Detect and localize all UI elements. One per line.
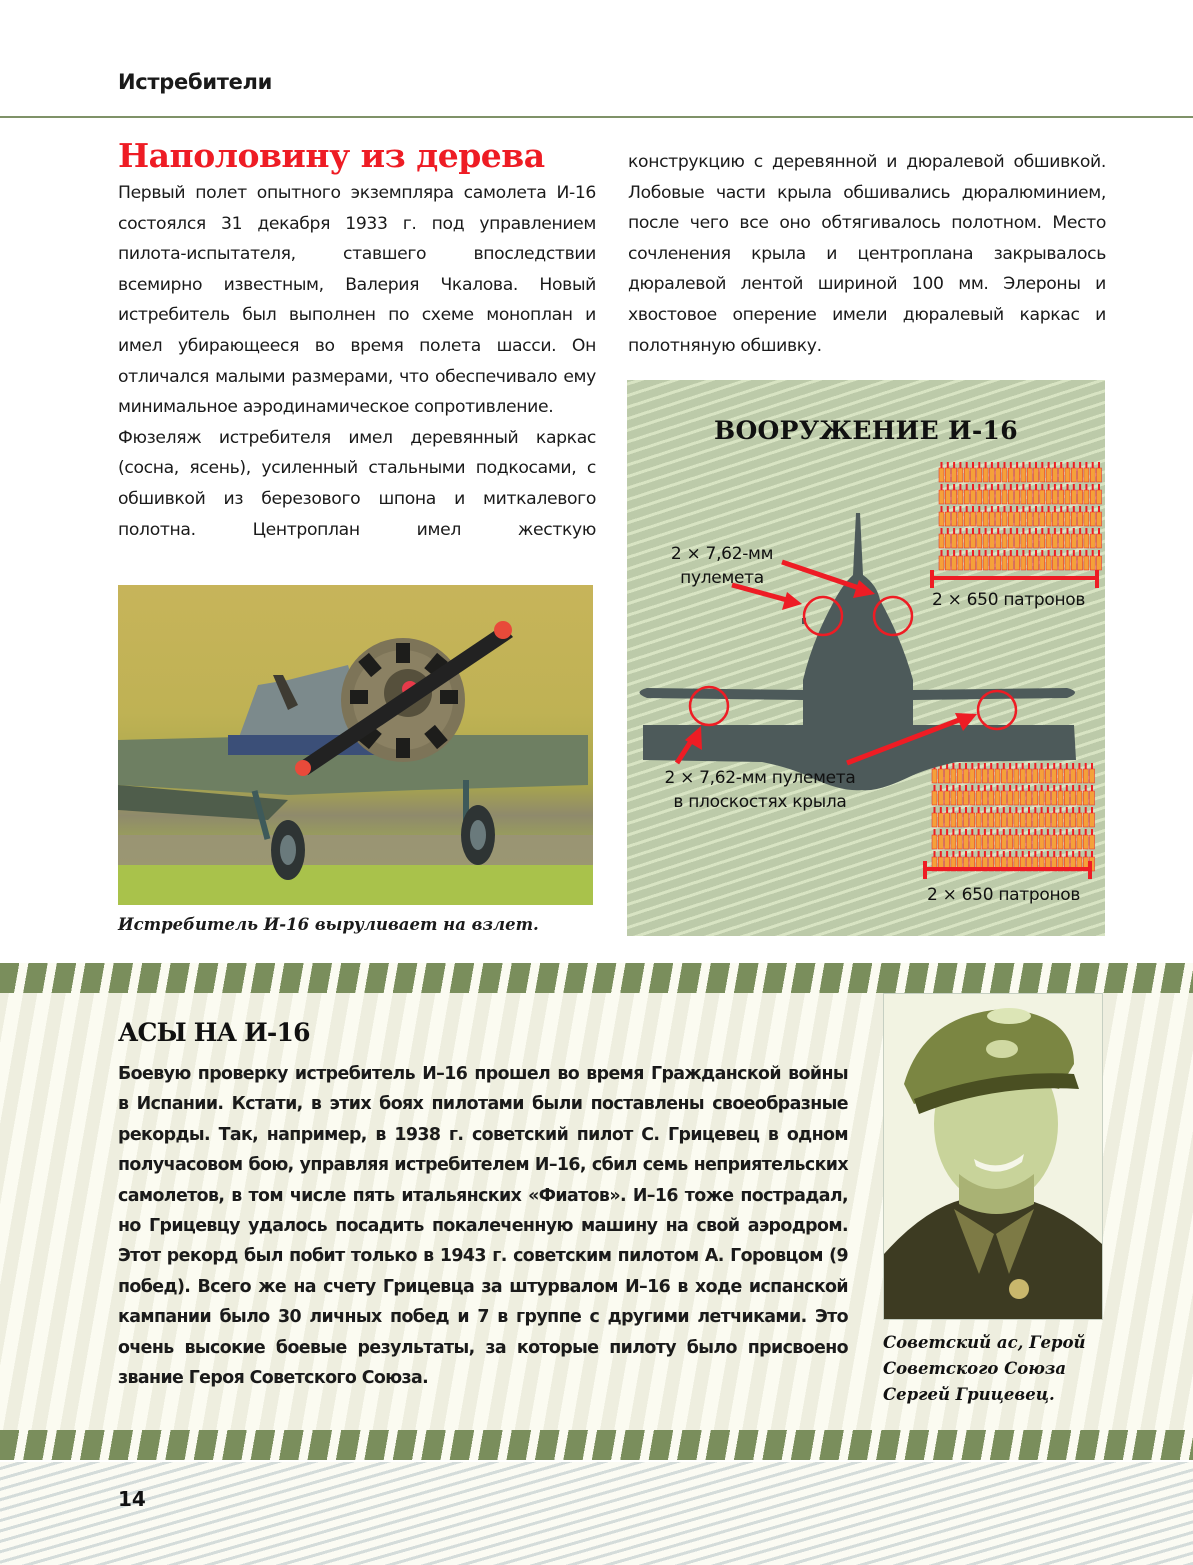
cartridge-icon (1039, 829, 1044, 849)
cartridge-icon (1015, 484, 1020, 504)
cartridge-icon (1077, 763, 1082, 783)
portrait-caption-line: Советского Союза (883, 1359, 1067, 1378)
cartridge-icon (939, 462, 944, 482)
cartridge-icon (1008, 550, 1013, 570)
cartridge-icon (1008, 829, 1013, 849)
cartridge-icon (938, 829, 943, 849)
cartridge-icon (1033, 829, 1038, 849)
cartridge-icon (958, 484, 963, 504)
cartridge-icon (1008, 484, 1013, 504)
cartridge-icon (1090, 807, 1095, 827)
cartridge-icon (971, 550, 976, 570)
fuselage-guns-label-line: 2 × 7,62-мм (670, 544, 774, 564)
cartridge-icon (1052, 763, 1057, 783)
ammo-block-top (939, 462, 1102, 570)
cartridge-icon (1015, 528, 1020, 548)
cartridge-icon (1027, 829, 1032, 849)
cartridge-icon (1002, 484, 1007, 504)
header-divider (0, 116, 1193, 118)
cartridge-icon (964, 807, 969, 827)
cartridge-icon (1027, 807, 1032, 827)
cartridge-icon (976, 763, 981, 783)
cartridge-icon (952, 484, 957, 504)
cartridge-icon (983, 550, 988, 570)
cartridge-icon (1052, 462, 1057, 482)
cartridge-icon (958, 506, 963, 526)
cartridge-icon (945, 528, 950, 548)
cartridge-icon (1033, 807, 1038, 827)
cartridge-icon (951, 829, 956, 849)
cartridge-icon (1058, 829, 1063, 849)
cartridge-icon (1084, 550, 1089, 570)
cartridge-icon (1046, 506, 1051, 526)
cartridge-icon (1039, 763, 1044, 783)
cartridge-icon (1078, 506, 1083, 526)
cartridge-icon (977, 462, 982, 482)
cartridge-icon (983, 528, 988, 548)
cartridge-icon (989, 506, 994, 526)
cartridge-icon (989, 785, 994, 805)
cartridge-icon (1065, 462, 1070, 482)
cartridge-icon (1071, 550, 1076, 570)
cartridge-icon (1014, 763, 1019, 783)
cartridge-icon (1045, 763, 1050, 783)
cartridge-icon (1039, 785, 1044, 805)
cartridge-icon (964, 829, 969, 849)
cartridge-icon (982, 785, 987, 805)
cartridge-icon (1052, 528, 1057, 548)
cartridge-icon (1046, 462, 1051, 482)
cartridge-icon (951, 763, 956, 783)
cartridge-icon (958, 462, 963, 482)
gritsevets-portrait (883, 993, 1103, 1320)
article-paragraph: конструкцию с деревянной и дюралевой обшивкой. Лобовые части крыла обшивались дюралюминием, после чего все оно обтягивалось полотном. Место сочленения крыла и центроплана закрывалось дюралевой лентой шириной 100 мм. Элероны и хвостовое оперение имели дюралевый каркас и полотняную обшивку. (628, 152, 1106, 356)
cartridge-icon (1083, 807, 1088, 827)
cartridge-icon (1059, 550, 1064, 570)
cartridge-icon (1008, 528, 1013, 548)
cartridge-icon (1064, 829, 1069, 849)
cartridge-icon (1064, 807, 1069, 827)
cartridge-icon (1090, 506, 1095, 526)
cartridge-icon (989, 807, 994, 827)
ammo-bottom-label: 2 × 650 патронов (927, 885, 1081, 905)
cartridge-icon (989, 829, 994, 849)
cartridge-icon (1071, 785, 1076, 805)
wing-guns-label-line: в плоскостях крыла (673, 792, 847, 812)
aces-section-title: АСЫ НА И-16 (118, 1018, 310, 1047)
cartridge-icon (945, 829, 950, 849)
cartridge-icon (1059, 528, 1064, 548)
cartridge-icon (989, 763, 994, 783)
cartridge-icon (1027, 484, 1032, 504)
armament-infographic (627, 380, 1105, 936)
cartridge-icon (1008, 506, 1013, 526)
cartridge-icon (1001, 807, 1006, 827)
cartridge-icon (1027, 462, 1032, 482)
i16-taxiing-photo (118, 585, 593, 905)
cartridge-icon (989, 550, 994, 570)
cartridge-icon (1064, 763, 1069, 783)
cartridge-icon (1065, 550, 1070, 570)
cartridge-icon (1078, 462, 1083, 482)
cartridge-icon (1084, 506, 1089, 526)
cartridge-icon (1071, 807, 1076, 827)
cartridge-icon (1078, 528, 1083, 548)
cartridge-icon (938, 807, 943, 827)
cartridge-icon (970, 785, 975, 805)
cartridge-icon (958, 528, 963, 548)
cartridge-icon (1084, 484, 1089, 504)
portrait-caption (883, 1330, 1113, 1408)
i16-plane-illustration (118, 585, 593, 905)
cartridge-icon (971, 484, 976, 504)
cartridge-icon (1002, 550, 1007, 570)
cartridge-icon (938, 785, 943, 805)
ammo-range-bar-top (932, 570, 1097, 588)
cartridge-icon (1040, 528, 1045, 548)
cartridge-icon (983, 506, 988, 526)
cartridge-icon (976, 829, 981, 849)
cartridge-icon (996, 484, 1001, 504)
cartridge-icon (1021, 506, 1026, 526)
cartridge-icon (1071, 829, 1076, 849)
cartridge-icon (995, 829, 1000, 849)
cartridge-icon (970, 763, 975, 783)
cartridge-icon (1040, 484, 1045, 504)
cartridge-icon (1040, 506, 1045, 526)
cartridge-icon (1077, 785, 1082, 805)
cartridge-icon (964, 528, 969, 548)
article-right-column (628, 147, 1106, 361)
cartridge-icon (1015, 550, 1020, 570)
cartridge-icon (1084, 528, 1089, 548)
cartridge-icon (1071, 462, 1076, 482)
cartridge-icon (1097, 528, 1102, 548)
photo-caption: Истребитель И-16 выруливает на взлет. (118, 915, 539, 934)
cartridge-icon (977, 528, 982, 548)
cartridge-icon (1059, 462, 1064, 482)
cartridge-icon (958, 550, 963, 570)
cartridge-icon (964, 506, 969, 526)
cartridge-icon (1045, 785, 1050, 805)
aircraft-silhouette-diagram (627, 380, 1105, 936)
cartridge-icon (1090, 462, 1095, 482)
cartridge-icon (995, 763, 1000, 783)
cartridge-icon (970, 829, 975, 849)
cartridge-icon (932, 829, 937, 849)
cartridge-icon (982, 807, 987, 827)
cartridge-icon (1058, 807, 1063, 827)
cartridge-icon (1039, 807, 1044, 827)
cartridge-icon (939, 484, 944, 504)
cartridge-icon (1015, 506, 1020, 526)
cartridge-icon (964, 785, 969, 805)
cartridge-icon (1058, 763, 1063, 783)
cartridge-icon (982, 763, 987, 783)
article-left-column (118, 178, 596, 545)
cartridge-icon (1040, 550, 1045, 570)
wing-guns-label-line: 2 × 7,62-мм пулемета (664, 768, 856, 788)
cartridge-icon (996, 550, 1001, 570)
cartridge-icon (989, 528, 994, 548)
cartridge-icon (1046, 484, 1051, 504)
cartridge-icon (1001, 785, 1006, 805)
footer-background (0, 1462, 1193, 1565)
cartridge-icon (1065, 484, 1070, 504)
cartridge-icon (970, 807, 975, 827)
article-paragraph: Первый полет опытного экземпляра самолета И-16 состоялся 31 декабря 1933 г. под управлением пилота-испытателя, ставшего впоследствии всемирно известным, Валерия Чкалова. Новый истребитель был выполнен по схеме моноплан и имел убирающееся во время полета шасси. Он отличался малыми размерами, что обеспечивало ему минимальное аэродинамическое сопротивление. (118, 183, 596, 418)
ammo-block-bottom (932, 763, 1095, 871)
cartridge-icon (945, 462, 950, 482)
cartridge-icon (1065, 528, 1070, 548)
cartridge-icon (1097, 506, 1102, 526)
infographic-title: ВООРУЖЕНИЕ И-16 (714, 416, 1018, 445)
cartridge-icon (1083, 763, 1088, 783)
cartridge-icon (1071, 528, 1076, 548)
cartridge-icon (1034, 528, 1039, 548)
cartridge-icon (952, 462, 957, 482)
cartridge-icon (1008, 763, 1013, 783)
cartridge-icon (977, 550, 982, 570)
cartridge-icon (1078, 484, 1083, 504)
cartridge-icon (976, 807, 981, 827)
fuselage-guns-label (657, 542, 787, 590)
cartridge-icon (932, 807, 937, 827)
cartridge-icon (952, 528, 957, 548)
cartridge-icon (1077, 829, 1082, 849)
cartridge-icon (945, 763, 950, 783)
cartridge-icon (1083, 829, 1088, 849)
cartridge-icon (971, 528, 976, 548)
cartridge-icon (996, 506, 1001, 526)
cartridge-icon (945, 506, 950, 526)
cartridge-icon (1083, 785, 1088, 805)
cartridge-icon (971, 506, 976, 526)
cartridge-icon (996, 462, 1001, 482)
cartridge-icon (1034, 484, 1039, 504)
cartridge-icon (1097, 484, 1102, 504)
running-head: Истребители (118, 70, 273, 94)
cartridge-icon (1046, 528, 1051, 548)
cartridge-icon (1020, 785, 1025, 805)
cartridge-icon (1021, 550, 1026, 570)
cartridge-icon (1020, 829, 1025, 849)
cartridge-icon (1027, 785, 1032, 805)
cartridge-icon (1077, 807, 1082, 827)
cartridge-icon (952, 506, 957, 526)
cartridge-icon (989, 484, 994, 504)
cartridge-icon (951, 785, 956, 805)
cartridge-icon (964, 484, 969, 504)
cartridge-icon (1008, 462, 1013, 482)
cartridge-icon (1021, 462, 1026, 482)
cartridge-icon (1097, 550, 1102, 570)
cartridge-icon (1021, 484, 1026, 504)
cartridge-icon (957, 763, 962, 783)
cartridge-icon (1090, 829, 1095, 849)
cartridge-icon (1045, 807, 1050, 827)
cartridge-icon (1020, 763, 1025, 783)
cartridge-icon (1058, 785, 1063, 805)
cartridge-icon (1052, 506, 1057, 526)
cartridge-icon (945, 807, 950, 827)
page-number: 14 (118, 1487, 146, 1511)
cartridge-icon (1052, 785, 1057, 805)
cartridge-icon (957, 829, 962, 849)
cartridge-icon (1002, 462, 1007, 482)
cartridge-icon (1034, 462, 1039, 482)
cartridge-icon (1033, 785, 1038, 805)
cartridge-icon (1071, 484, 1076, 504)
cartridge-icon (989, 462, 994, 482)
cartridge-icon (1046, 550, 1051, 570)
cartridge-icon (1027, 550, 1032, 570)
cartridge-icon (1052, 484, 1057, 504)
portrait-illustration (884, 994, 1102, 1319)
cartridge-icon (982, 829, 987, 849)
ammo-top-label: 2 × 650 патронов (932, 590, 1086, 610)
cartridge-icon (1084, 462, 1089, 482)
cartridge-icon (939, 506, 944, 526)
article-title: Наполовину из дерева (118, 136, 545, 175)
cartridge-icon (1014, 785, 1019, 805)
cartridge-icon (1078, 550, 1083, 570)
cartridge-icon (995, 807, 1000, 827)
cartridge-icon (977, 506, 982, 526)
cartridge-icon (1090, 484, 1095, 504)
cartridge-icon (1033, 763, 1038, 783)
cartridge-icon (995, 785, 1000, 805)
cartridge-icon (971, 462, 976, 482)
cartridge-icon (1090, 550, 1095, 570)
cartridge-icon (983, 462, 988, 482)
cartridge-icon (983, 484, 988, 504)
cartridge-icon (1027, 528, 1032, 548)
cartridge-icon (1027, 763, 1032, 783)
cartridge-icon (1015, 462, 1020, 482)
cartridge-icon (1059, 484, 1064, 504)
cartridge-icon (1020, 807, 1025, 827)
cartridge-icon (957, 807, 962, 827)
cartridge-icon (1090, 785, 1095, 805)
cartridge-icon (1059, 506, 1064, 526)
cartridge-icon (1027, 506, 1032, 526)
cartridge-icon (1040, 462, 1045, 482)
cartridge-icon (1001, 763, 1006, 783)
cartridge-icon (1002, 506, 1007, 526)
cartridge-icon (996, 528, 1001, 548)
cartridge-icon (964, 763, 969, 783)
aces-section-text (118, 1059, 848, 1393)
wing-guns-label (645, 766, 875, 814)
cartridge-icon (945, 550, 950, 570)
aces-paragraph: Боевую проверку истребитель И–16 прошел во время Гражданской войны в Испании. Кстати, в этих боях пилотами были поставлены своеобразные рекорды. Так, например, в 1938 г. советский пилот С. Грицевец в одном получасовом бою, управляя истребителем И–16, сбил семь неприятельских самолетов, в том числе пять итальянских «Фиатов». И–16 тоже пострадал, но Грицевцу удалось посадить покалеченную машину на свой аэродром. Этот рекорд был побит только в 1943 г. советским пилотом А. Горовцом (9 побед). Всего же на счету Грицевца за штурвалом И–16 в ходе испанской кампании было 30 личных побед и 7 в группе с другими летчиками. Это очень высокие боевые результаты, за которые пилоту было присвоено звание Героя Советского Союза. (118, 1064, 848, 1389)
cartridge-icon (977, 484, 982, 504)
cartridge-icon (1034, 506, 1039, 526)
portrait-caption-line: Сергей Грицевец. (883, 1385, 1055, 1404)
cartridge-icon (1052, 829, 1057, 849)
cartridge-icon (1065, 506, 1070, 526)
cartridge-icon (945, 785, 950, 805)
cartridge-icon (1064, 785, 1069, 805)
cartridge-icon (1052, 807, 1057, 827)
cartridge-icon (952, 550, 957, 570)
cartridge-icon (1008, 807, 1013, 827)
cartridge-icon (1014, 829, 1019, 849)
cartridge-icon (964, 550, 969, 570)
cartridge-icon (1034, 550, 1039, 570)
cartridge-icon (951, 807, 956, 827)
cartridge-icon (1090, 528, 1095, 548)
cartridge-icon (1002, 528, 1007, 548)
cartridge-icon (1071, 506, 1076, 526)
cartridge-icon (1045, 829, 1050, 849)
cartridge-icon (964, 462, 969, 482)
stripe-divider-bottom (0, 1430, 1193, 1460)
cartridge-icon (1090, 763, 1095, 783)
cartridge-icon (1021, 528, 1026, 548)
portrait-caption-line: Советский ас, Герой (883, 1333, 1086, 1352)
fuselage-guns-label-line: пулемета (680, 568, 764, 588)
cartridge-icon (1008, 785, 1013, 805)
article-paragraph: Фюзеляж истребителя имел деревянный каркас (сосна, ясень), усиленный стальными подкосами, с обшивкой из березового шпона и миткалевого полотна. Центроплан имел жесткую (118, 427, 596, 540)
cartridge-icon (1071, 763, 1076, 783)
cartridge-icon (1001, 829, 1006, 849)
stripe-divider-top (0, 963, 1193, 993)
cartridge-icon (1052, 550, 1057, 570)
cartridge-icon (957, 785, 962, 805)
cartridge-icon (1014, 807, 1019, 827)
cartridge-icon (939, 550, 944, 570)
cartridge-icon (932, 785, 937, 805)
cartridge-icon (976, 785, 981, 805)
cartridge-icon (939, 528, 944, 548)
cartridge-icon (945, 484, 950, 504)
cartridge-icon (1097, 462, 1102, 482)
